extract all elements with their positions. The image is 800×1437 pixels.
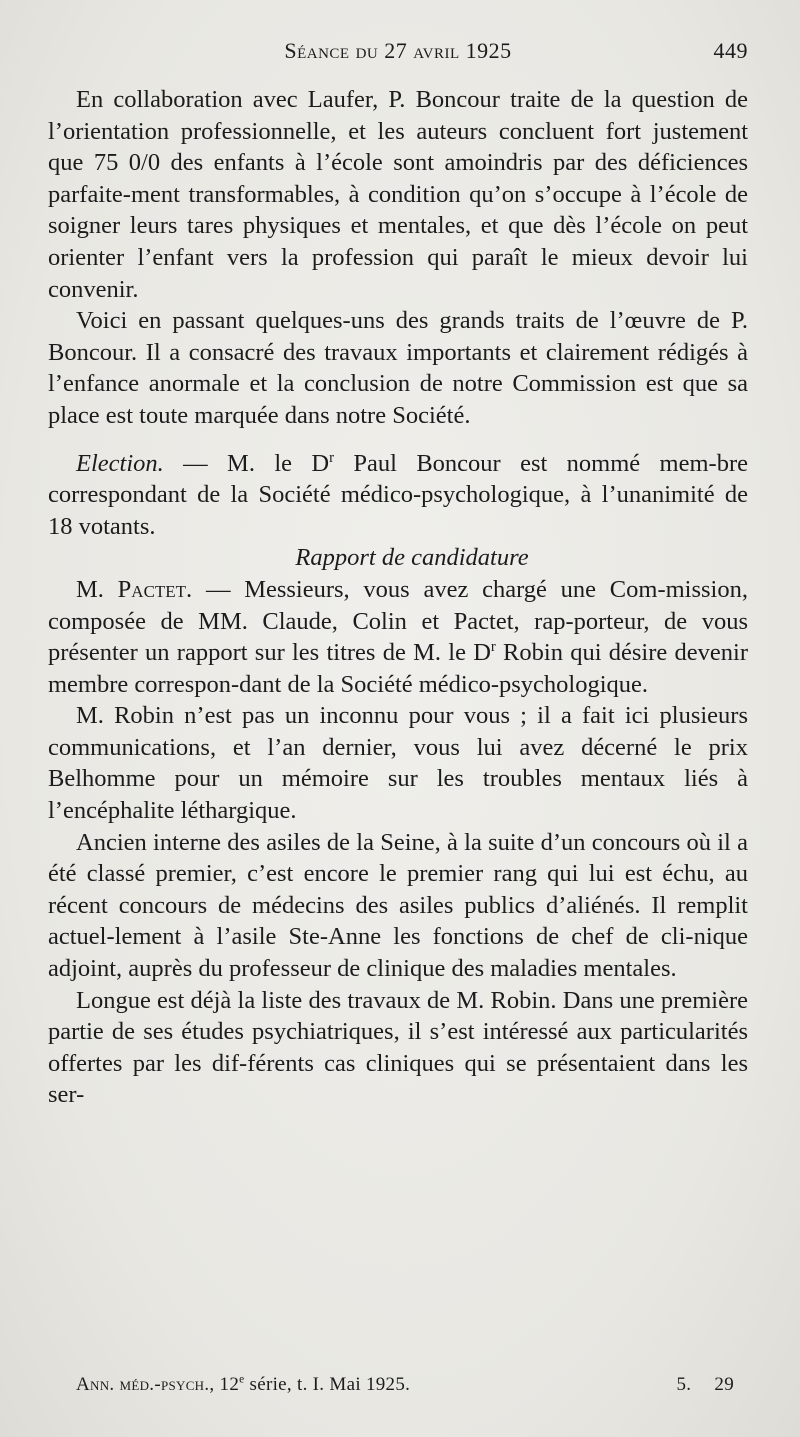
paragraph-robin-works: Longue est déjà la liste des travaux de M. Robin. Dans une première partie de ses études psychiatriques, il s’est intéressé aux particularités offertes par les dif-férents cas cliniques qui se présentaient dans les ser- — [48, 986, 748, 1109]
journal-ref-b: série, t. I. Mai 1925. — [244, 1374, 411, 1395]
paragraph-election — [48, 448, 748, 543]
page-header — [48, 38, 748, 70]
section-heading: Rapport de candidature — [295, 544, 529, 572]
paragraph-pactet — [48, 574, 748, 700]
pactet-superscript: r — [490, 638, 496, 655]
signature-mark: 5. 29 — [676, 1374, 734, 1395]
paragraph-robin-intro: M. Robin n’est pas un inconnu pour vous ; il a fait ici plusieurs communications, et l’an dernier, vous lui avez décerné le prix Belhomme pour un mémoire sur les troubles mentaux liés à l’encéphalite léthargique. — [48, 702, 748, 825]
journal-ref-a: Ann. méd.-psych., 12 — [76, 1374, 240, 1395]
speaker-name: M. Pactet. — [76, 575, 193, 603]
page-body — [48, 84, 748, 1111]
pactet-text-b: Robin qui désire devenir membre correspon-dant de la Société médico-psychologique. — [48, 639, 748, 698]
paragraph-oeuvre: Voici en passant quelques-uns des grands traits de l’œuvre de P. Boncour. Il a consacré des travaux importants et clairement rédigés à l’enfance anormale et la conclusion de notre Commission est que sa place est toute marquée dans notre Société. — [48, 307, 748, 429]
paragraph-orientation: En collaboration avec Laufer, P. Boncour traite de la question de l’orientation professionnelle, et les auteurs concluent fort justement que 75 0/0 des enfants à l’école sont amoindris par des déficiences parfaite-ment transformables, à condition qu’on s’occupe à l’école de soigner leurs tares physiques et mentales, et que dès l’école on peut orienter l’enfant vers la profession qui paraît le mieux devoir lui convenir. — [48, 86, 748, 303]
paragraph-robin-career: Ancien interne des asiles de la Seine, à la suite d’un concours où il a été classé premier, c’est encore le premier rang qui lui est échu, au récent concours de médecins des asiles publics d’aliénés. Il remplit actuel-lement à l’asile Ste-Anne les fonctions de chef de cli-nique adjoint, auprès du professeur de clinique des maladies mentales. — [48, 828, 748, 983]
election-text-b: Paul Boncour est nommé mem-bre correspondant de la Société médico-psychologique, à l’unanimité de 18 votants. — [48, 449, 748, 540]
election-text-a: — M. le D — [163, 449, 330, 477]
journal-ref-superscript: e — [239, 1373, 245, 1386]
election-label: Election. — [76, 449, 164, 477]
pactet-text-a: — Messieurs, vous avez chargé une Com-mission, composée de MM. Claude, Colin et Pactet, rap-porteur, de vous présenter un rapport sur les titres de M. le D — [48, 575, 748, 667]
journal-reference — [76, 1374, 410, 1396]
election-superscript: r — [329, 449, 334, 466]
page-number: 449 — [713, 38, 748, 63]
running-title: Séance du 27 avril 1925 — [284, 38, 512, 63]
